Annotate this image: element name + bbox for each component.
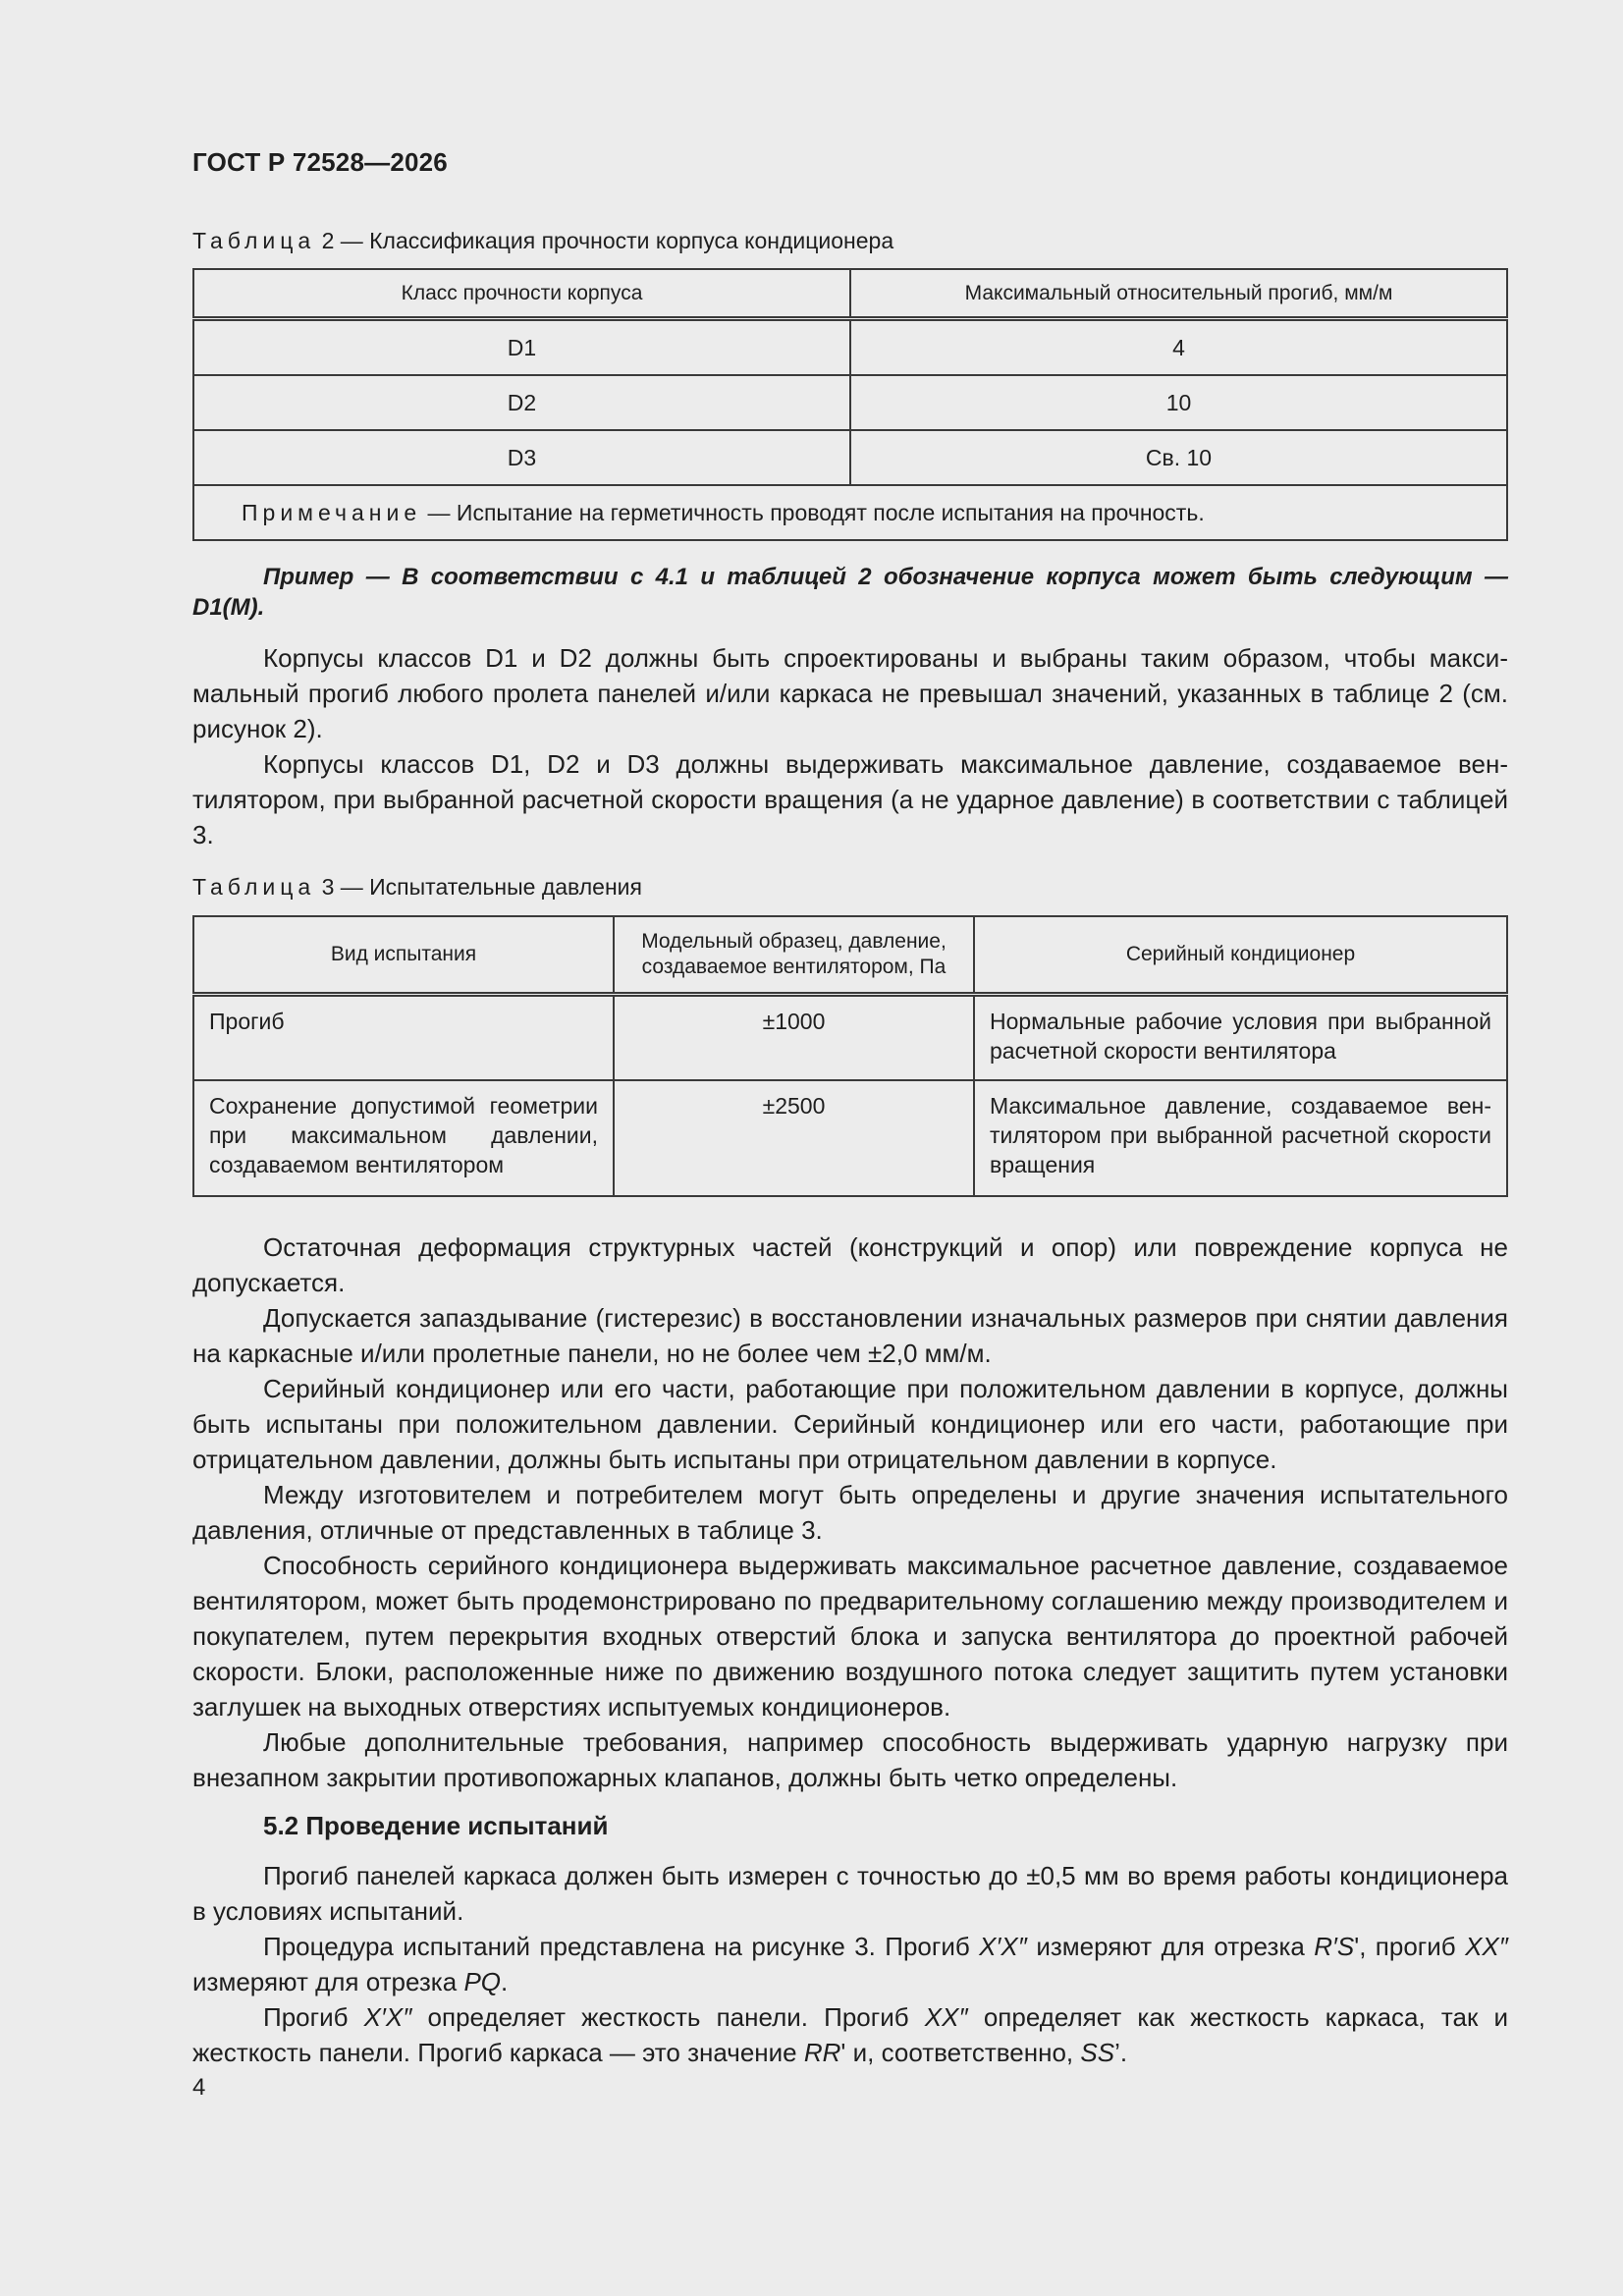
text-run: . xyxy=(501,1967,509,1996)
page-number: 4 xyxy=(192,2074,206,2101)
table2-col-header: Максимальный относительный прогиб, мм/м xyxy=(850,269,1507,319)
paragraphs-b xyxy=(192,1230,1508,1795)
paragraph xyxy=(192,1999,1508,2070)
section-heading: 5.2 Проведение испытаний xyxy=(263,1811,609,1840)
formula-run: X′X″ xyxy=(363,2002,412,2032)
paragraph: Между изготовителем и потребителем могут быть определены и другие значения испытательного давления, отличные от представленных в таблице 3. xyxy=(192,1480,1508,1545)
text-run: Прогиб xyxy=(263,2002,364,2032)
text-run: измеряют для отрезка xyxy=(1026,1932,1315,1961)
table-row xyxy=(193,375,1507,430)
table3 xyxy=(192,915,1508,1197)
table3-col-header: Вид испытания xyxy=(193,916,614,995)
table2-cell: D1 xyxy=(193,319,850,376)
table2-caption xyxy=(192,228,893,254)
table3-col-header: Серийный кондиционер xyxy=(974,916,1507,995)
table-row xyxy=(193,1080,1507,1196)
formula-run: SS xyxy=(1080,2038,1115,2067)
table3-cell: Прогиб xyxy=(193,995,614,1081)
table3-caption-text: 3 — Испытательные давления xyxy=(315,874,642,900)
table3-caption-word: Таблица xyxy=(192,874,316,900)
formula-run: PQ xyxy=(463,1967,502,1996)
paragraphs-c xyxy=(192,1858,1508,2070)
example-text: Пример — В соответствии с 4.1 и таблицей 2 обозначение корпуса может быть следующим — D1(M). xyxy=(192,564,1508,621)
paragraph: Серийный кондиционер или его части, работающие при положительном давлении в корпусе, должны быть испытаны при положительном давлении. Серийный кондиционер или его части, работающие при отрицательном давлении, должны быть испытаны при отрицательном давлении в корпусе. xyxy=(192,1374,1508,1474)
text-run: определяет как жесткость каркаса, так и жесткость панели. Прогиб каркаса — это значение xyxy=(192,2002,1508,2067)
text-run: измеряют для отрезка xyxy=(192,1967,464,1996)
table3-col-header: Модельный образец, давление, создаваемое вентилятором, Па xyxy=(614,916,974,995)
table-row xyxy=(193,995,1507,1081)
table-row xyxy=(193,319,1507,376)
paragraphs-a xyxy=(192,640,1508,852)
table2-col-header: Класс прочности корпуса xyxy=(193,269,850,319)
table2-cell: Св. 10 xyxy=(850,430,1507,485)
table2-cell: D2 xyxy=(193,375,850,430)
table2-cell: 10 xyxy=(850,375,1507,430)
table3-cell: Нормальные рабочие условия при выбранной расчетной скорости вентилятора xyxy=(974,995,1507,1081)
table3-cell: ±1000 xyxy=(614,995,974,1081)
table2-cell: D3 xyxy=(193,430,850,485)
formula-run: XX″ xyxy=(1465,1932,1508,1961)
text-run: ' и, соответственно, xyxy=(840,2038,1081,2067)
document-header: ГОСТ Р 72528—2026 xyxy=(192,147,448,177)
table3-cell: Сохранение допустимой геометрии при максимальном давлении, создаваемом вентилятором xyxy=(193,1080,614,1196)
table2-note-row xyxy=(193,485,1507,540)
table3-cell: ±2500 xyxy=(614,1080,974,1196)
text-run: ', прогиб xyxy=(1354,1932,1466,1961)
table2-note-text: — Испытание на герметичность проводят после испытания на прочность. xyxy=(421,499,1205,525)
paragraph: Корпусы классов D1 и D2 должны быть спроектированы и выбраны таким образом, чтобы максимальный прогиб любого пролета панелей и/или каркаса не превышал значений, указанных в таблице 2 (см. рисунок 2). xyxy=(192,643,1508,743)
table3-cell: Максимальное давление, создаваемое вентилятором при выбранной расчетной скорости вращения xyxy=(974,1080,1507,1196)
table2-note-word: Примечание xyxy=(242,499,422,525)
formula-run: R′S xyxy=(1314,1932,1355,1961)
paragraph: Допускается запаздывание (гистерезис) в восстановлении изначальных размеров при снятии давления на каркасные и/или пролетные панели, но не более чем ±2,0 мм/м. xyxy=(192,1303,1508,1368)
paragraph: Корпусы классов D1, D2 и D3 должны выдерживать максимальное давление, создаваемое вентилятором, при выбранной расчетной скорости вращения (а не ударное давление) в соответствии с таблицей 3. xyxy=(192,749,1508,849)
table3-caption xyxy=(192,874,642,901)
paragraph: Любые дополнительные требования, например способность выдерживать ударную нагрузку при внезапном закрытии противопожарных клапанов, должны быть четко определены. xyxy=(192,1727,1508,1792)
paragraph: Остаточная деформация структурных частей (конструкций и опор) или повреждение корпуса не допускается. xyxy=(192,1232,1508,1297)
table-row xyxy=(193,430,1507,485)
paragraph: Способность серийного кондиционера выдерживать максимальное расчетное давление, создаваемое вентилятором, может быть продемонстрировано по предварительному соглашению между производителем и покупателем, путем перекрытия входных отверстий блока и запуска вентилятора до проектной рабочей скорости. Блоки, расположенные ниже по движению воздушного потока следует защитить путем установки заглушек на выходных отверстиях испытуемых кондиционеров. xyxy=(192,1551,1508,1722)
paragraph: Прогиб панелей каркаса должен быть измерен с точностью до ±0,5 мм во время работы кондиционера в условиях испытаний. xyxy=(192,1861,1508,1926)
example-block xyxy=(192,562,1508,623)
table2-cell: 4 xyxy=(850,319,1507,376)
text-run: ’. xyxy=(1114,2038,1128,2067)
text-run: Процедура испытаний представлена на рисунке 3. Прогиб xyxy=(263,1932,980,1961)
text-run: определяет жесткость панели. Прогиб xyxy=(411,2002,925,2032)
formula-run: X′X″ xyxy=(979,1932,1027,1961)
formula-run: XX″ xyxy=(924,2002,968,2032)
table2-caption-word: Таблица xyxy=(192,228,316,253)
formula-run: RR xyxy=(803,2038,841,2067)
table2-caption-text: 2 — Классификация прочности корпуса кондиционера xyxy=(315,228,894,253)
table2-note xyxy=(193,485,1507,540)
paragraph xyxy=(192,1929,1508,1999)
table2 xyxy=(192,268,1508,541)
